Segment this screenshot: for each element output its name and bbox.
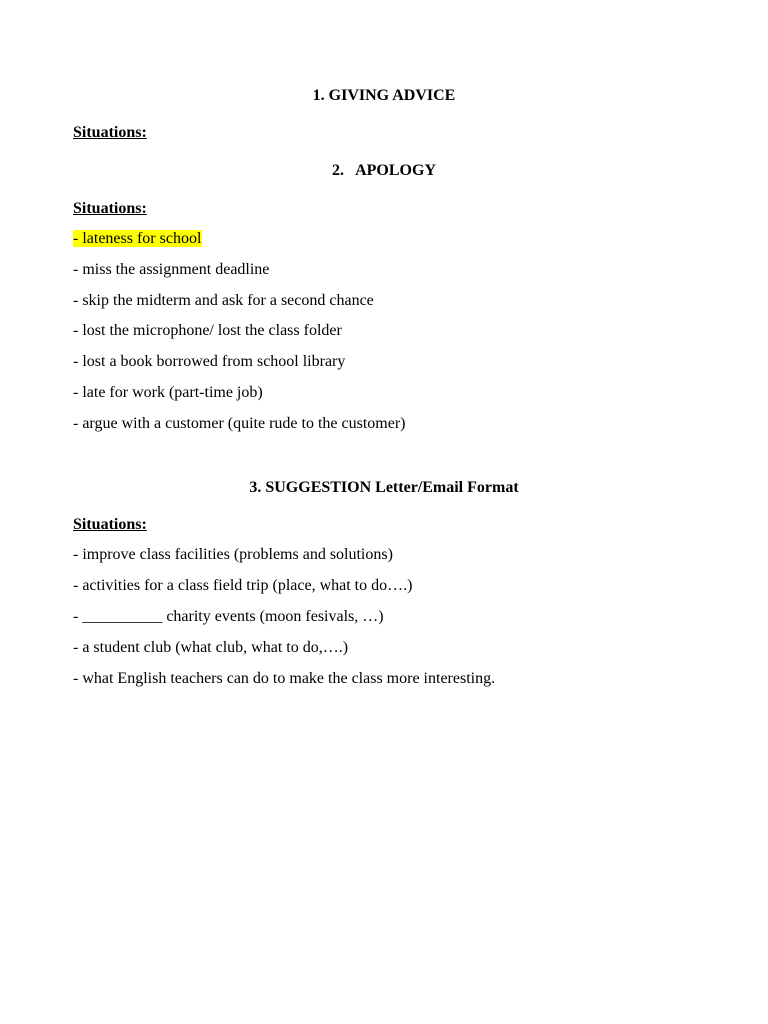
section-heading-giving-advice: 1. GIVING ADVICE — [312, 87, 456, 104]
list-item — [73, 229, 202, 249]
highlighted-text: - lateness for school — [73, 230, 202, 247]
situations-label: Situations: — [73, 124, 147, 141]
list-item: - lost the microphone/ lost the class folder — [73, 322, 342, 339]
section-heading-apology: 2. APOLOGY — [331, 162, 436, 179]
situations-label: Situations: — [73, 200, 147, 217]
list-item: - lost a book borrowed from school library — [73, 353, 346, 370]
section-heading-suggestion: 3. SUGGESTION Letter/Email Format — [249, 479, 519, 496]
list-item: - skip the midterm and ask for a second chance — [73, 292, 374, 309]
list-item: - activities for a class field trip (place, what to do….) — [73, 577, 413, 594]
list-item: - improve class facilities (problems and solutions) — [73, 546, 393, 563]
list-item: - a student club (what club, what to do,….) — [73, 639, 349, 656]
list-item: - late for work (part-time job) — [73, 384, 263, 401]
list-item: - argue with a customer (quite rude to the customer) — [73, 415, 406, 432]
list-item: - miss the assignment deadline — [73, 261, 270, 278]
list-item: - what English teachers can do to make the class more interesting. — [73, 670, 496, 687]
list-item: - __________ charity events (moon fesivals, …) — [73, 608, 384, 625]
situations-label: Situations: — [73, 516, 147, 533]
